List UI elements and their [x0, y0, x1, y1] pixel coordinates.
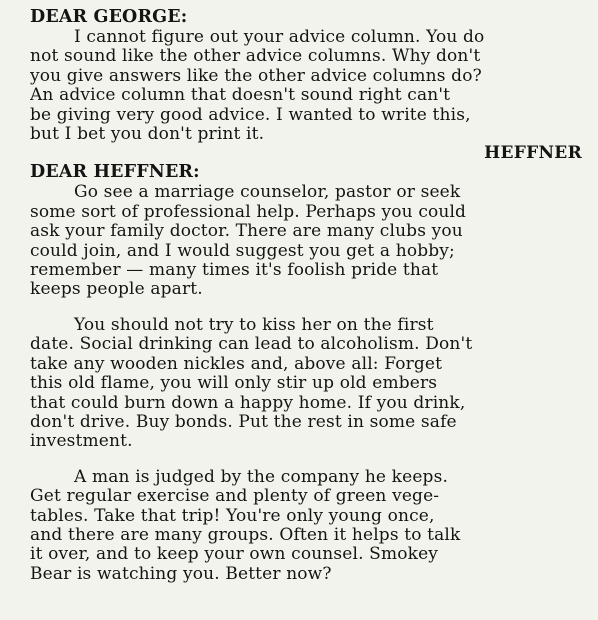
- reply-salutation: DEAR HEFFNER:: [30, 162, 200, 183]
- text-line: I cannot figure out your advice column. You do: [74, 28, 485, 47]
- reply-paragraph: [30, 183, 584, 299]
- letter-body: [30, 28, 584, 144]
- text-line: some sort of professional help. Perhaps you could: [30, 202, 467, 222]
- text-line: this old flame, you will only stir up old embers: [30, 374, 438, 394]
- text-line: Bear is watching you. Better now?: [30, 564, 332, 584]
- text-line: Go see a marriage counselor, pastor or seek: [74, 183, 461, 203]
- text-line: but I bet you don't print it.: [30, 125, 265, 145]
- text-line: An advice column that doesn't sound right can't: [30, 86, 451, 106]
- text-line: date. Social drinking can lead to alcoholism. Don't: [30, 335, 473, 355]
- columnist-reply: [30, 162, 584, 584]
- text-line: don't drive. Buy bonds. Put the rest in some safe: [30, 412, 457, 432]
- text-line: you give answers like the other advice columns do?: [30, 66, 482, 86]
- letter-salutation: DEAR GEORGE:: [30, 7, 188, 27]
- text-line: You should not try to kiss her on the first: [74, 315, 434, 335]
- text-line: A man is judged by the company he keeps.: [74, 467, 449, 487]
- text-line: tables. Take that trip! You're only young once,: [30, 506, 435, 526]
- text-line: it over, and to keep your own counsel. Smokey: [30, 545, 439, 565]
- text-line: Get regular exercise and plenty of green vege-: [30, 487, 440, 507]
- text-line: that could burn down a happy home. If you drink,: [30, 393, 466, 413]
- text-line: keeps people apart.: [30, 280, 203, 300]
- letter-signature: HEFFNER: [484, 143, 582, 164]
- text-line: be giving very good advice. I wanted to write this,: [30, 105, 471, 125]
- reader-letter: [30, 7, 584, 162]
- text-line: not sound like the other advice columns. Why don't: [30, 47, 481, 67]
- text-line: could join, and I would suggest you get a hobby;: [30, 241, 455, 261]
- reply-paragraph: [30, 316, 584, 452]
- text-line: and there are many groups. Often it helps to talk: [30, 525, 461, 545]
- text-line: remember — many times it's foolish pride that: [30, 261, 439, 281]
- text-line: take any wooden nickles and, above all: Forget: [30, 354, 443, 374]
- text-line: investment.: [30, 432, 133, 452]
- text-line: ask your family doctor. There are many clubs you: [30, 222, 463, 242]
- reply-paragraph: [30, 468, 584, 584]
